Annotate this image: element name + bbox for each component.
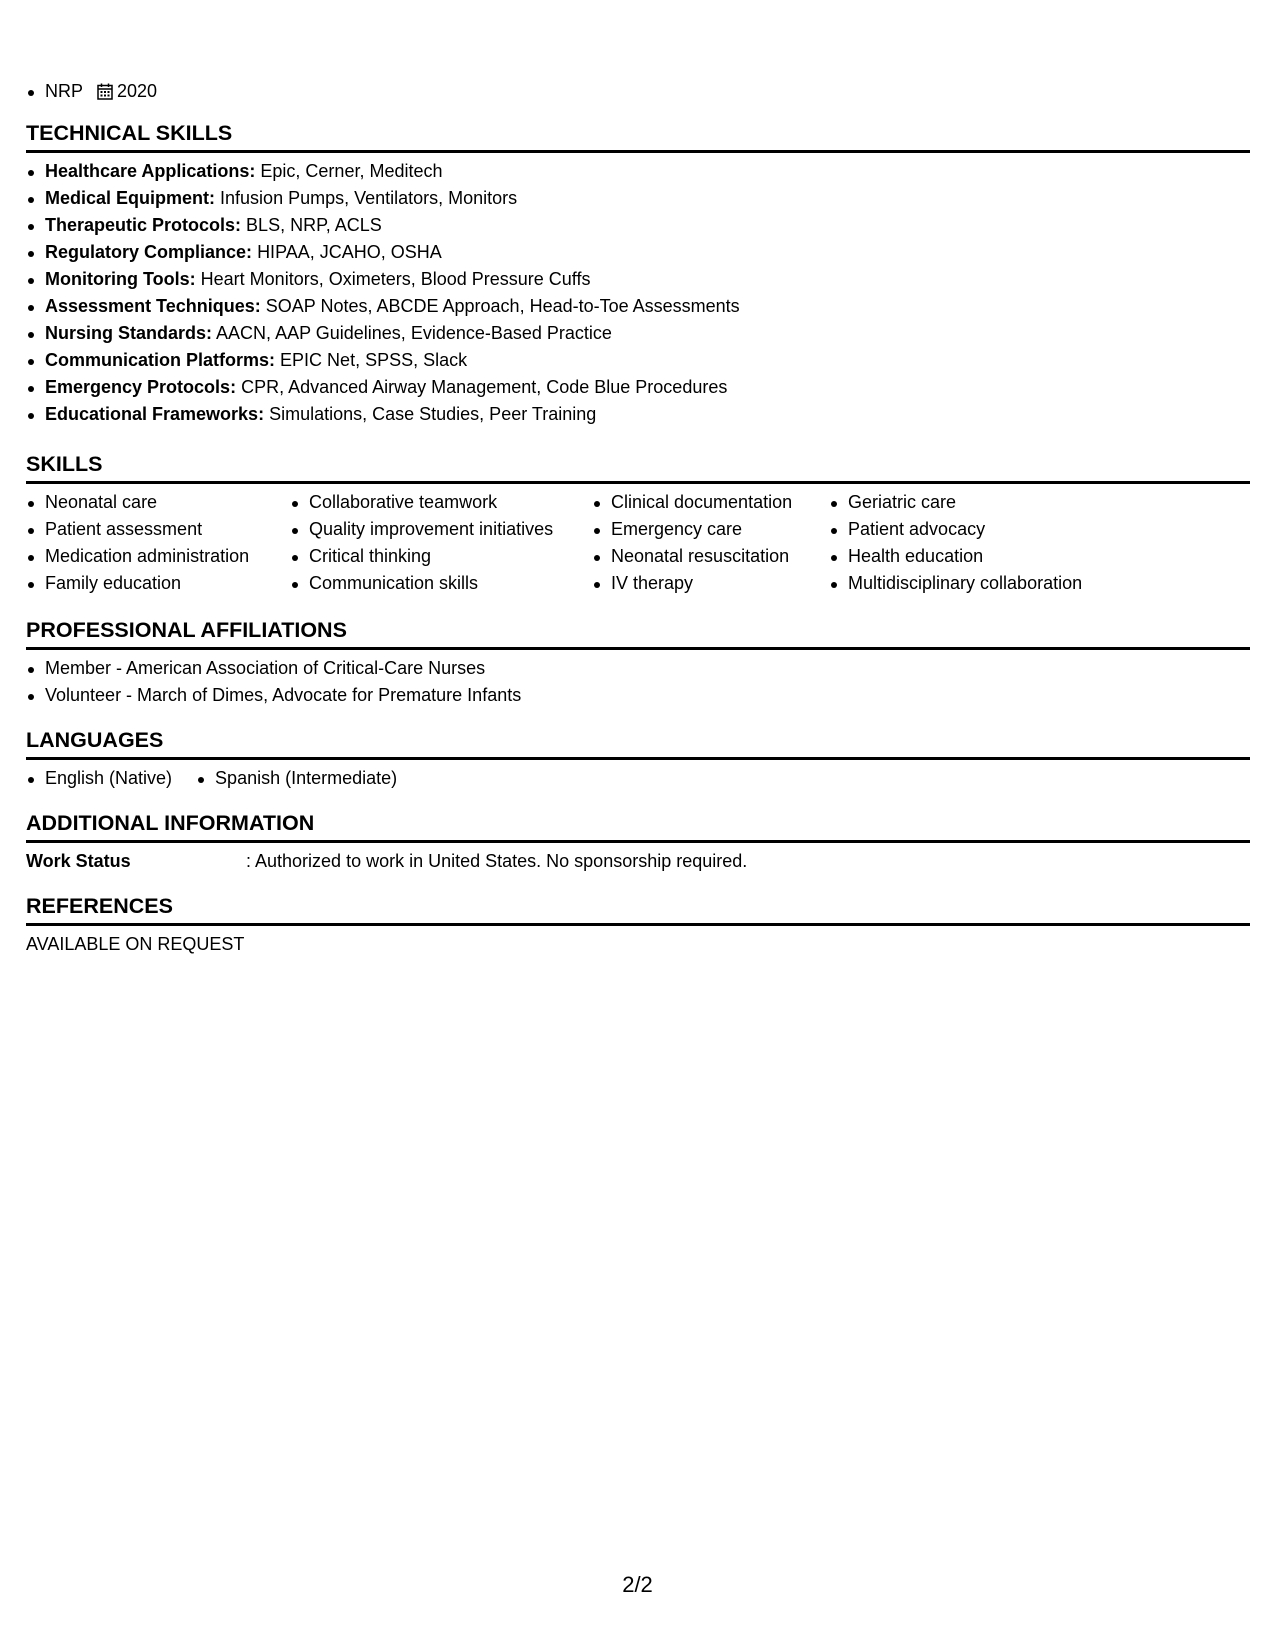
skill-value: SOAP Notes, ABCDE Approach, Head-to-Toe Assessments	[265, 296, 740, 316]
skill-item: Patient assessment	[26, 516, 290, 543]
technical-skill-item	[26, 185, 1250, 212]
certification-list	[26, 78, 157, 105]
skill-value: Epic, Cerner, Meditech	[260, 161, 443, 181]
certification-year: 2020	[117, 81, 158, 101]
work-status-row	[26, 848, 1250, 875]
technical-skills-list	[26, 158, 1250, 428]
skill-item: Medication administration	[26, 543, 290, 570]
skills-column	[26, 489, 290, 597]
skills-column	[829, 489, 1129, 597]
section-title: REFERENCES	[26, 894, 173, 918]
skill-item: Emergency care	[592, 516, 829, 543]
affiliation-item: Volunteer - March of Dimes, Advocate for Premature Infants	[26, 682, 1250, 709]
section-divider	[26, 840, 1250, 843]
skill-item: Quality improvement initiatives	[290, 516, 592, 543]
calendar-icon	[97, 83, 113, 100]
technical-skill-item	[26, 293, 1250, 320]
page-number: 2/2	[622, 1572, 653, 1597]
technical-skill-item	[26, 347, 1250, 374]
languages-list	[26, 765, 1250, 792]
affiliations-list	[26, 655, 1250, 709]
technical-skill-item	[26, 374, 1250, 401]
technical-skill-item	[26, 239, 1250, 266]
certification-item	[26, 78, 157, 105]
skill-label: Communication Platforms:	[45, 350, 276, 370]
skill-item: Neonatal resuscitation	[592, 543, 829, 570]
technical-skill-item	[26, 266, 1250, 293]
affiliation-item: Member - American Association of Critical-Care Nurses	[26, 655, 1250, 682]
section-divider	[26, 150, 1250, 153]
skill-item: Communication skills	[290, 570, 592, 597]
section-divider	[26, 647, 1250, 650]
skill-label: Assessment Techniques:	[45, 296, 261, 316]
references-text: AVAILABLE ON REQUEST	[26, 934, 245, 954]
affiliations-section	[26, 616, 1250, 709]
section-divider	[26, 923, 1250, 926]
technical-skill-item	[26, 158, 1250, 185]
section-title: PROFESSIONAL AFFILIATIONS	[26, 618, 347, 642]
skill-value: EPIC Net, SPSS, Slack	[280, 350, 468, 370]
certification-name: NRP	[45, 81, 84, 101]
skill-label: Regulatory Compliance:	[45, 242, 253, 262]
language-item: English (Native)	[26, 765, 172, 792]
skills-column	[290, 489, 592, 597]
skill-value: AACN, AAP Guidelines, Evidence-Based Practice	[216, 323, 612, 343]
skill-label: Educational Frameworks:	[45, 404, 265, 424]
languages-section	[26, 726, 1250, 792]
technical-skill-item	[26, 212, 1250, 239]
skill-label: Monitoring Tools:	[45, 269, 196, 289]
skills-grid	[26, 489, 1250, 597]
skill-item: Geriatric care	[829, 489, 1129, 516]
technical-skill-item	[26, 320, 1250, 347]
work-status-label: Work Status	[26, 851, 131, 871]
skill-label: Therapeutic Protocols:	[45, 215, 242, 235]
language-item: Spanish (Intermediate)	[196, 765, 397, 792]
skill-item: Patient advocacy	[829, 516, 1129, 543]
skill-value: Heart Monitors, Oximeters, Blood Pressure Cuffs	[200, 269, 591, 289]
section-title: ADDITIONAL INFORMATION	[26, 811, 315, 835]
skill-item: Critical thinking	[290, 543, 592, 570]
skill-item: Collaborative teamwork	[290, 489, 592, 516]
references-section	[26, 892, 1250, 958]
skill-value: CPR, Advanced Airway Management, Code Blue Procedures	[241, 377, 728, 397]
additional-info-section	[26, 809, 1250, 875]
section-divider	[26, 757, 1250, 760]
skill-value: HIPAA, JCAHO, OSHA	[257, 242, 442, 262]
skill-value: Infusion Pumps, Ventilators, Monitors	[220, 188, 518, 208]
skill-item: Multidisciplinary collaboration	[829, 570, 1129, 597]
technical-skill-item	[26, 401, 1250, 428]
technical-skills-section	[26, 119, 1250, 428]
skill-label: Medical Equipment:	[45, 188, 216, 208]
skill-item: Clinical documentation	[592, 489, 829, 516]
work-status-value: : Authorized to work in United States. No sponsorship required.	[246, 851, 748, 871]
section-title: SKILLS	[26, 452, 103, 476]
skill-item: Family education	[26, 570, 290, 597]
skills-section	[26, 450, 1250, 597]
skill-item: IV therapy	[592, 570, 829, 597]
skill-label: Healthcare Applications:	[45, 161, 256, 181]
skill-label: Emergency Protocols:	[45, 377, 237, 397]
skills-column	[592, 489, 829, 597]
skill-item: Neonatal care	[26, 489, 290, 516]
section-divider	[26, 481, 1250, 484]
skill-item: Health education	[829, 543, 1129, 570]
section-title: LANGUAGES	[26, 728, 164, 752]
skill-value: BLS, NRP, ACLS	[246, 215, 382, 235]
skill-label: Nursing Standards:	[45, 323, 213, 343]
skill-value: Simulations, Case Studies, Peer Training	[269, 404, 597, 424]
section-title: TECHNICAL SKILLS	[26, 121, 233, 145]
